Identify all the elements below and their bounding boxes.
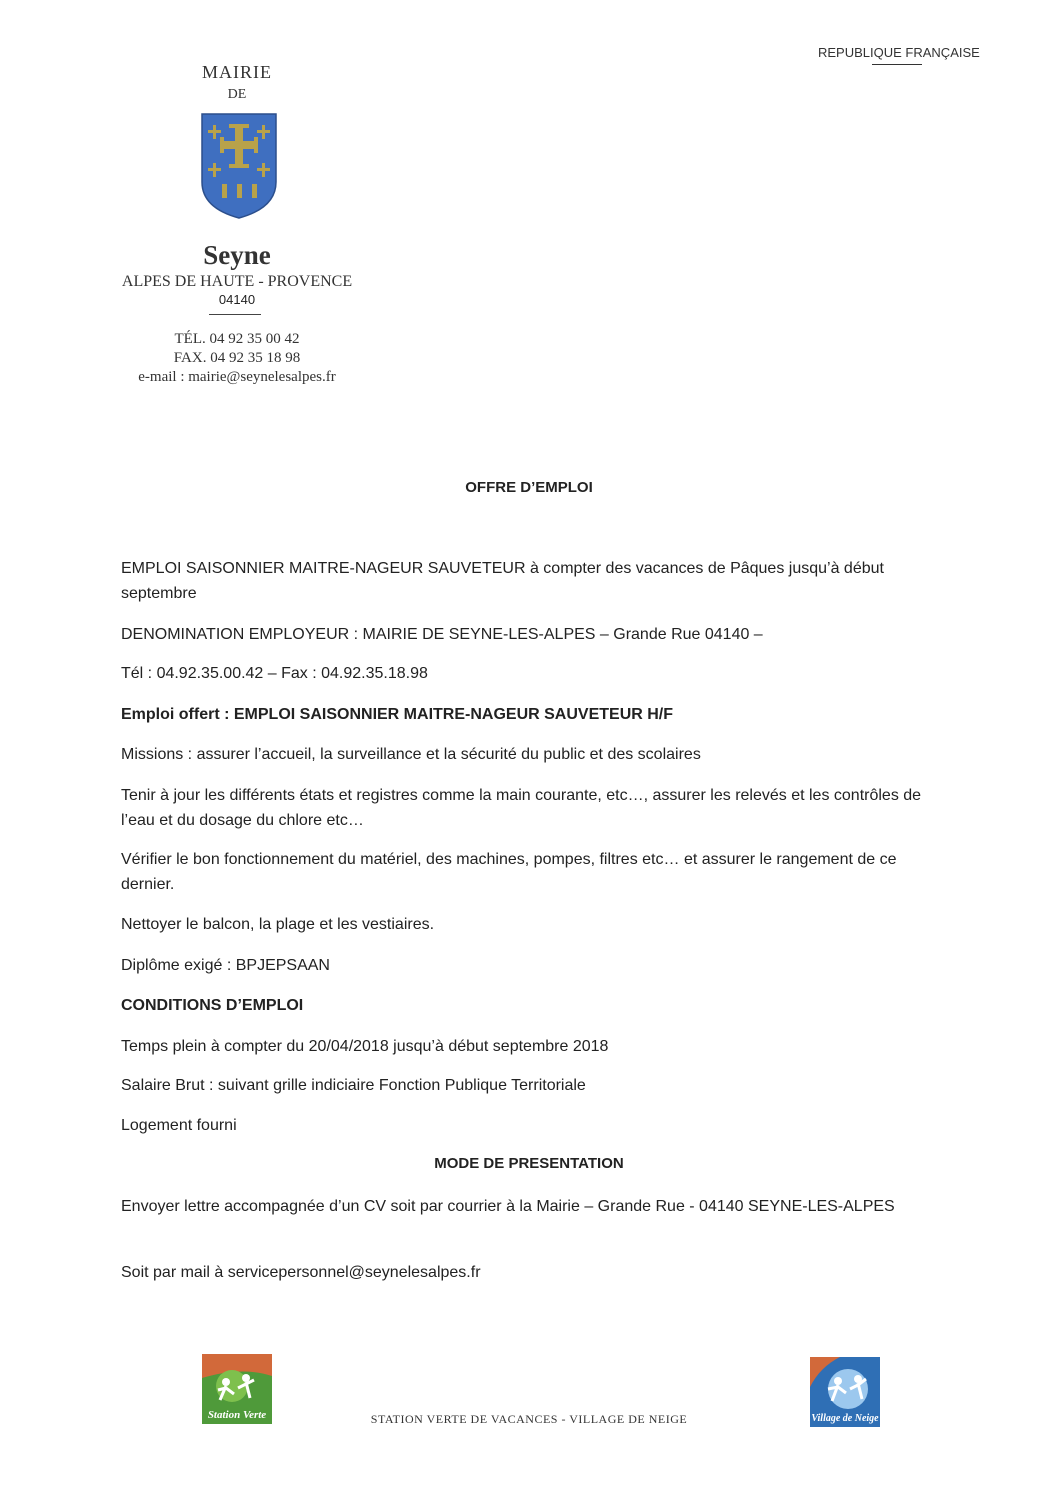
conditions-salary: Salaire Brut : suivant grille indiciaire Fonction Publique Territoriale: [121, 1077, 586, 1094]
conditions-housing: Logement fourni: [121, 1117, 237, 1134]
offer-title: OFFRE D’EMPLOI: [465, 479, 593, 496]
fax-label: FAX. 04 92 35 18 98: [173, 350, 301, 366]
conditions-time: Temps plein à compter du 20/04/2018 jusqu’à début septembre 2018: [121, 1038, 609, 1055]
station-verte-logo-text: Station Verte: [207, 1409, 267, 1421]
presentation-title: MODE DE PRESENTATION: [434, 1155, 624, 1172]
presentation-letter: Envoyer lettre accompagnée d’un CV soit par courrier à la Mairie – Grande Rue - 04140 SEYNE-LES-ALPES: [121, 1198, 895, 1215]
offer-intro: EMPLOI SAISONNIER MAITRE-NAGEUR SAUVETEUR à compter des vacances de Pâques jusqu’à début septembre: [121, 560, 884, 602]
presentation-mail: Soit par mail à servicepersonnel@seynelesalpes.fr: [121, 1264, 481, 1281]
missions-line: Missions : assurer l’accueil, la surveillance et la sécurité du public et des scolaires: [121, 746, 701, 763]
town-name: Seyne: [203, 240, 271, 270]
footer-text: STATION VERTE DE VACANCES - VILLAGE DE NEIGE: [370, 1412, 688, 1426]
coat-of-arms-icon: [200, 112, 278, 220]
village-de-neige-logo-text: Village de Neige: [811, 1413, 879, 1424]
region-label: ALPES DE HAUTE - PROVENCE: [121, 273, 353, 290]
postcode-underline: [209, 314, 261, 315]
republique-label: REPUBLIQUE FRANÇAISE: [818, 45, 980, 60]
de-label: DE: [227, 87, 247, 102]
employer-line: DENOMINATION EMPLOYEUR : MAIRIE DE SEYNE-LES-ALPES – Grande Rue 04140 –: [121, 626, 763, 643]
task-equipment: Vérifier le bon fonctionnement du matériel, des machines, pompes, filtres etc… et assurer le rangement de ce dernier.: [121, 851, 897, 893]
diploma-line: Diplôme exigé : BPJEPSAAN: [121, 957, 330, 974]
task-registers: Tenir à jour les différents états et registres comme la main courante, etc…, assurer les relevés et les contrôles de l’eau et du dosage du chlore etc…: [121, 787, 922, 829]
conditions-title: CONDITIONS D’EMPLOI: [121, 997, 304, 1014]
task-cleaning: Nettoyer le balcon, la plage et les vestiaires.: [121, 916, 435, 933]
contact-line: Tél : 04.92.35.00.42 – Fax : 04.92.35.18.98: [121, 665, 428, 682]
phone-label: TÉL. 04 92 35 00 42: [174, 331, 300, 347]
email-label: e-mail : mairie@seynelesalpes.fr: [138, 369, 336, 385]
republique-underline: [872, 64, 922, 65]
mairie-label: MAIRIE: [202, 62, 272, 82]
job-offered-line: Emploi offert : EMPLOI SAISONNIER MAITRE-NAGEUR SAUVETEUR H/F: [121, 706, 674, 723]
postcode-label: 04140: [218, 292, 256, 307]
